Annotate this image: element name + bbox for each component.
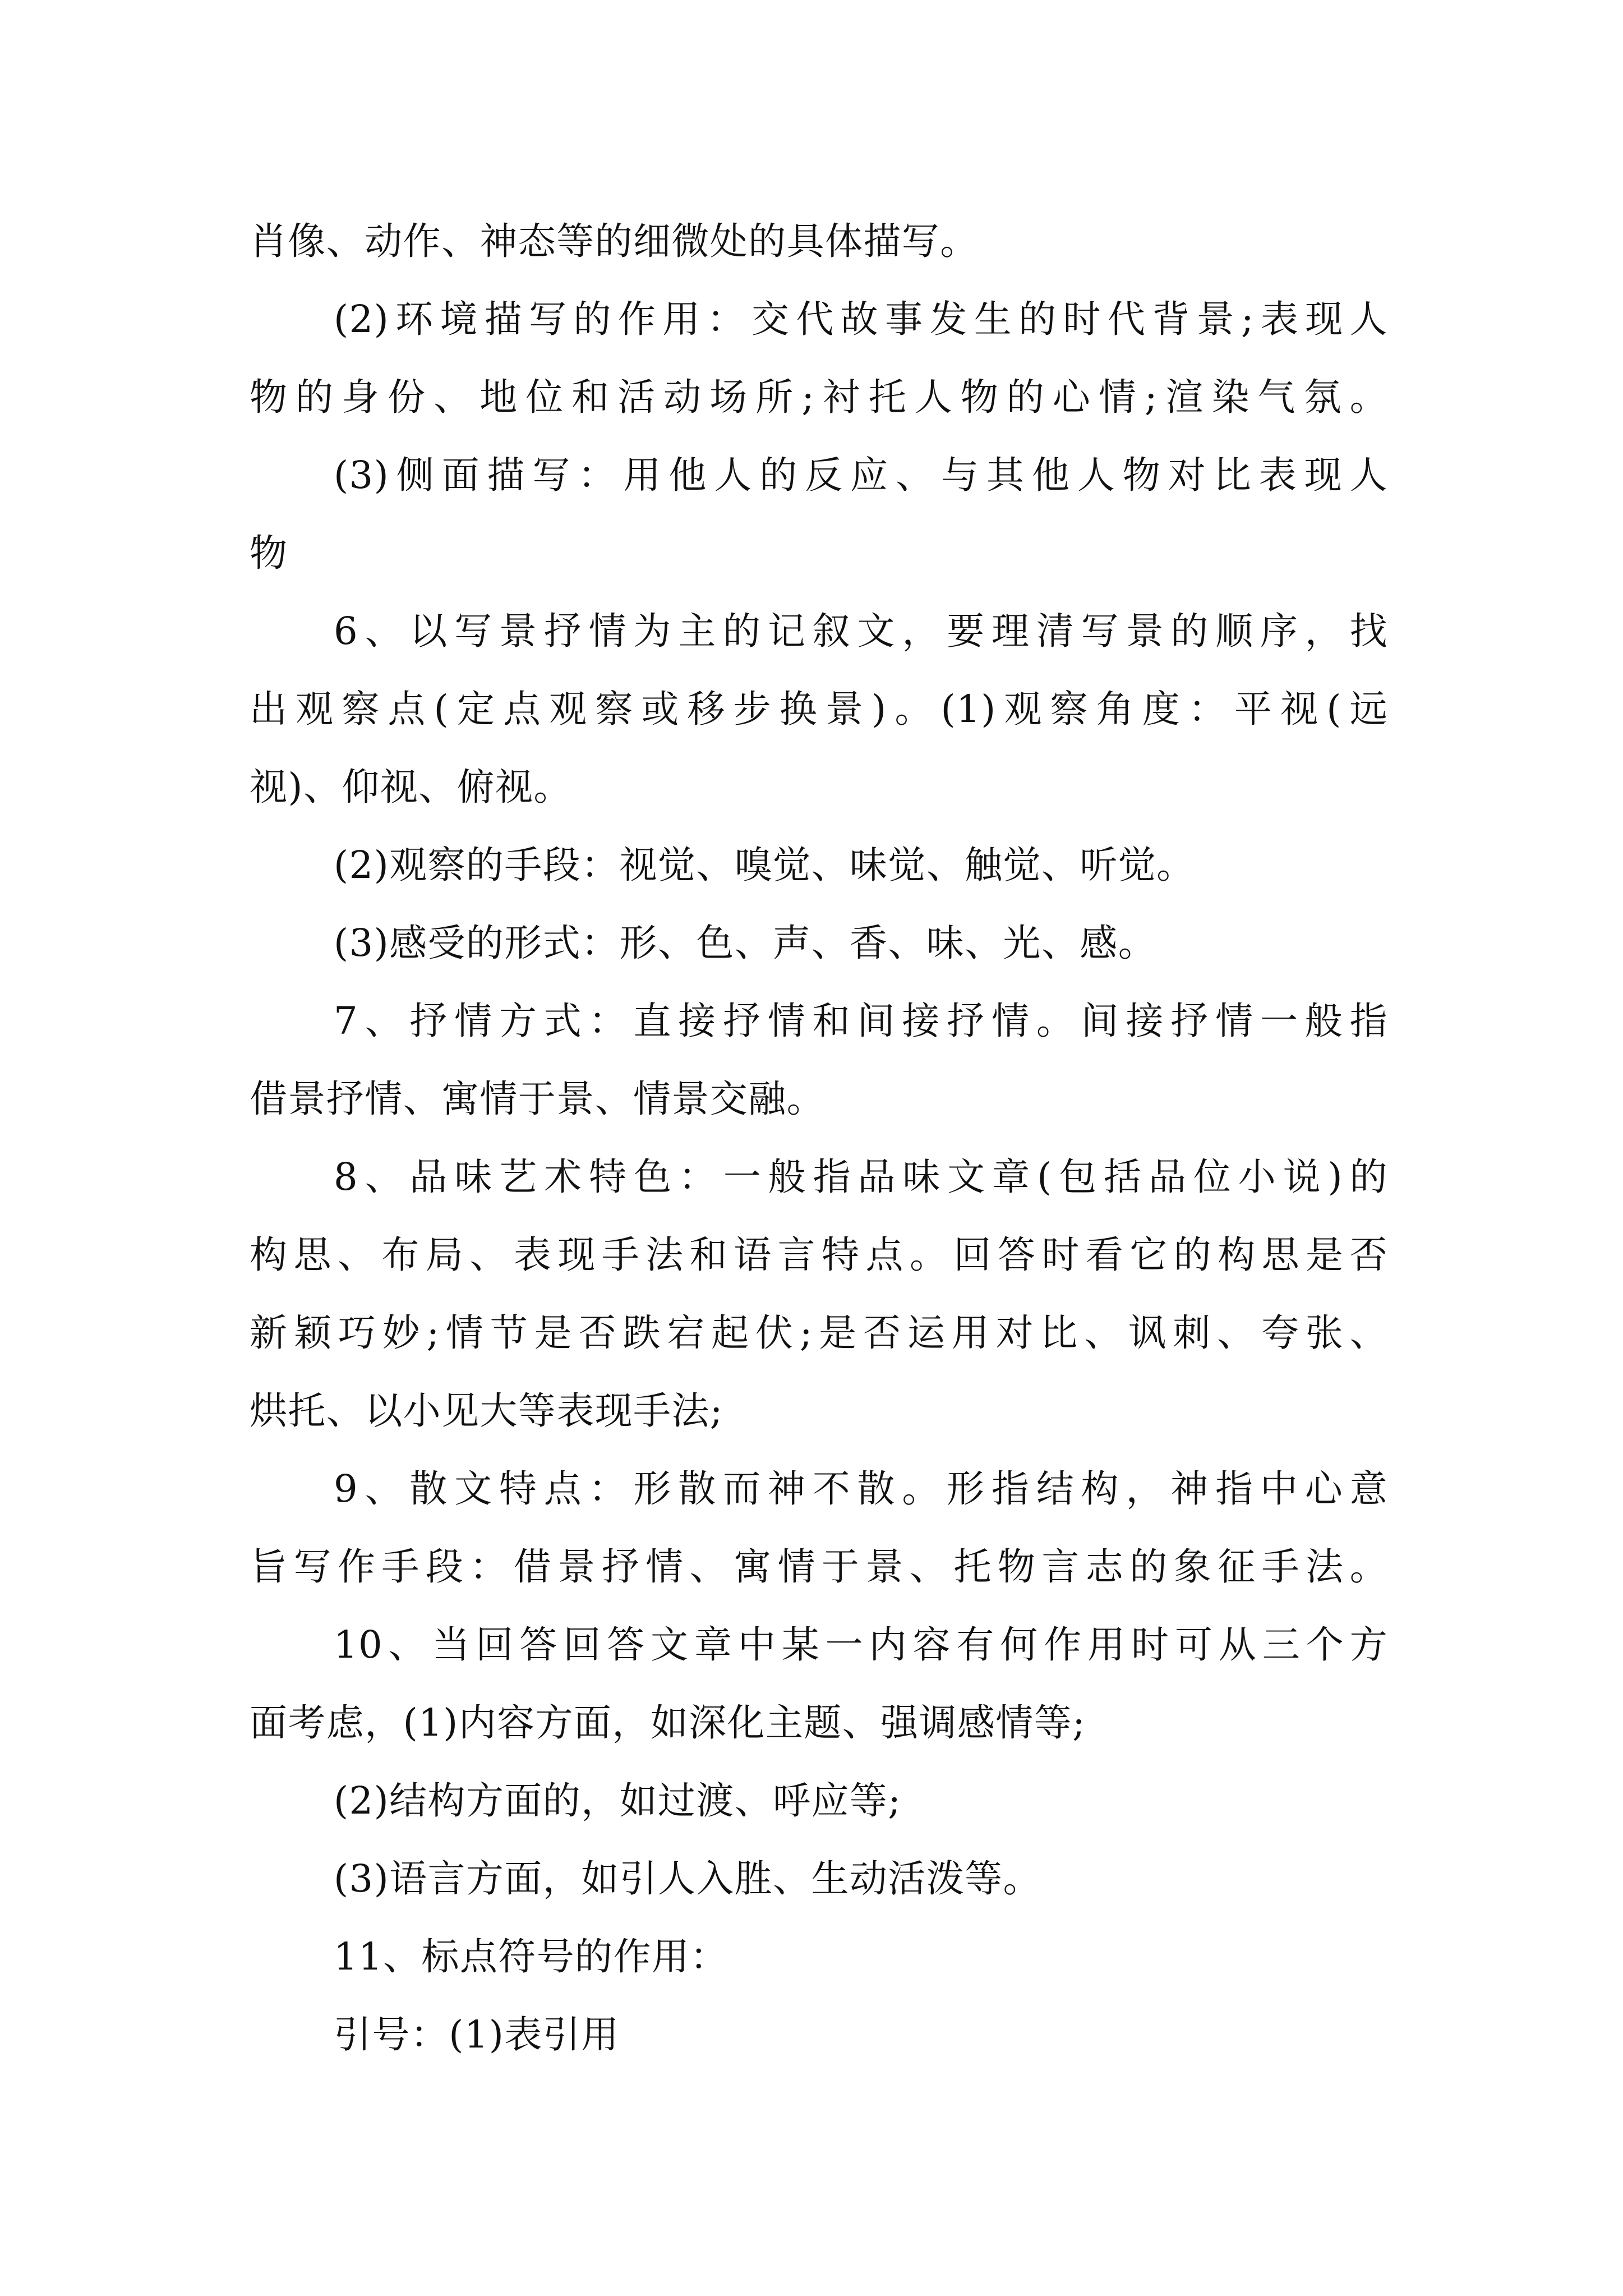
- text-line: 肖像、动作、神态等的细微处的具体描写。: [250, 219, 979, 263]
- text-line: 7、抒情方式：直接抒情和间接抒情。间接抒情一般指: [334, 999, 1388, 1043]
- text-line: 视)、仰视、俯视。: [250, 765, 572, 809]
- text-line: 物的身份、地位和活动场所;衬托人物的心情;渲染气氛。: [250, 375, 1388, 419]
- text-line: 物: [250, 531, 288, 575]
- text-line: (2)结构方面的，如过渡、呼应等;: [334, 1779, 902, 1823]
- text-line: 新颖巧妙;情节是否跌宕起伏;是否运用对比、讽刺、夸张、: [250, 1311, 1388, 1355]
- text-line: 8、品味艺术特色：一般指品味文章(包括品位小说)的: [334, 1155, 1388, 1199]
- text-line: (3)语言方面，如引人入胜、生动活泼等。: [334, 1857, 1041, 1901]
- text-line: 构思、布局、表现手法和语言特点。回答时看它的构思是否: [250, 1233, 1388, 1277]
- text-line: 引号：(1)表引用: [334, 2013, 620, 2056]
- text-line: (2)环境描写的作用：交代故事发生的时代背景;表现人: [334, 297, 1388, 341]
- text-line: 旨写作手段：借景抒情、寓情于景、托物言志的象征手法。: [250, 1545, 1388, 1589]
- text-line: (3)侧面描写：用他人的反应、与其他人物对比表现人: [334, 453, 1388, 497]
- text-line: 10、当回答回答文章中某一内容有何作用时可从三个方: [334, 1623, 1388, 1667]
- text-line: 6、以写景抒情为主的记叙文，要理清写景的顺序，找: [334, 609, 1388, 653]
- text-line: 借景抒情、寓情于景、情景交融。: [250, 1077, 825, 1121]
- text-line: 面考虑，(1)内容方面，如深化主题、强调感情等;: [250, 1701, 1086, 1745]
- text-line: 出观察点(定点观察或移步换景)。(1)观察角度：平视(远: [250, 687, 1388, 731]
- text-line: 烘托、以小见大等表现手法;: [250, 1389, 723, 1433]
- text-line: 9、散文特点：形散而神不散。形指结构，神指中心意: [334, 1467, 1388, 1511]
- text-line: (3)感受的形式：形、色、声、香、味、光、感。: [334, 921, 1157, 965]
- text-line: (2)观察的手段：视觉、嗅觉、味觉、触觉、听觉。: [334, 843, 1195, 887]
- text-line: 11、标点符号的作用：: [334, 1935, 728, 1978]
